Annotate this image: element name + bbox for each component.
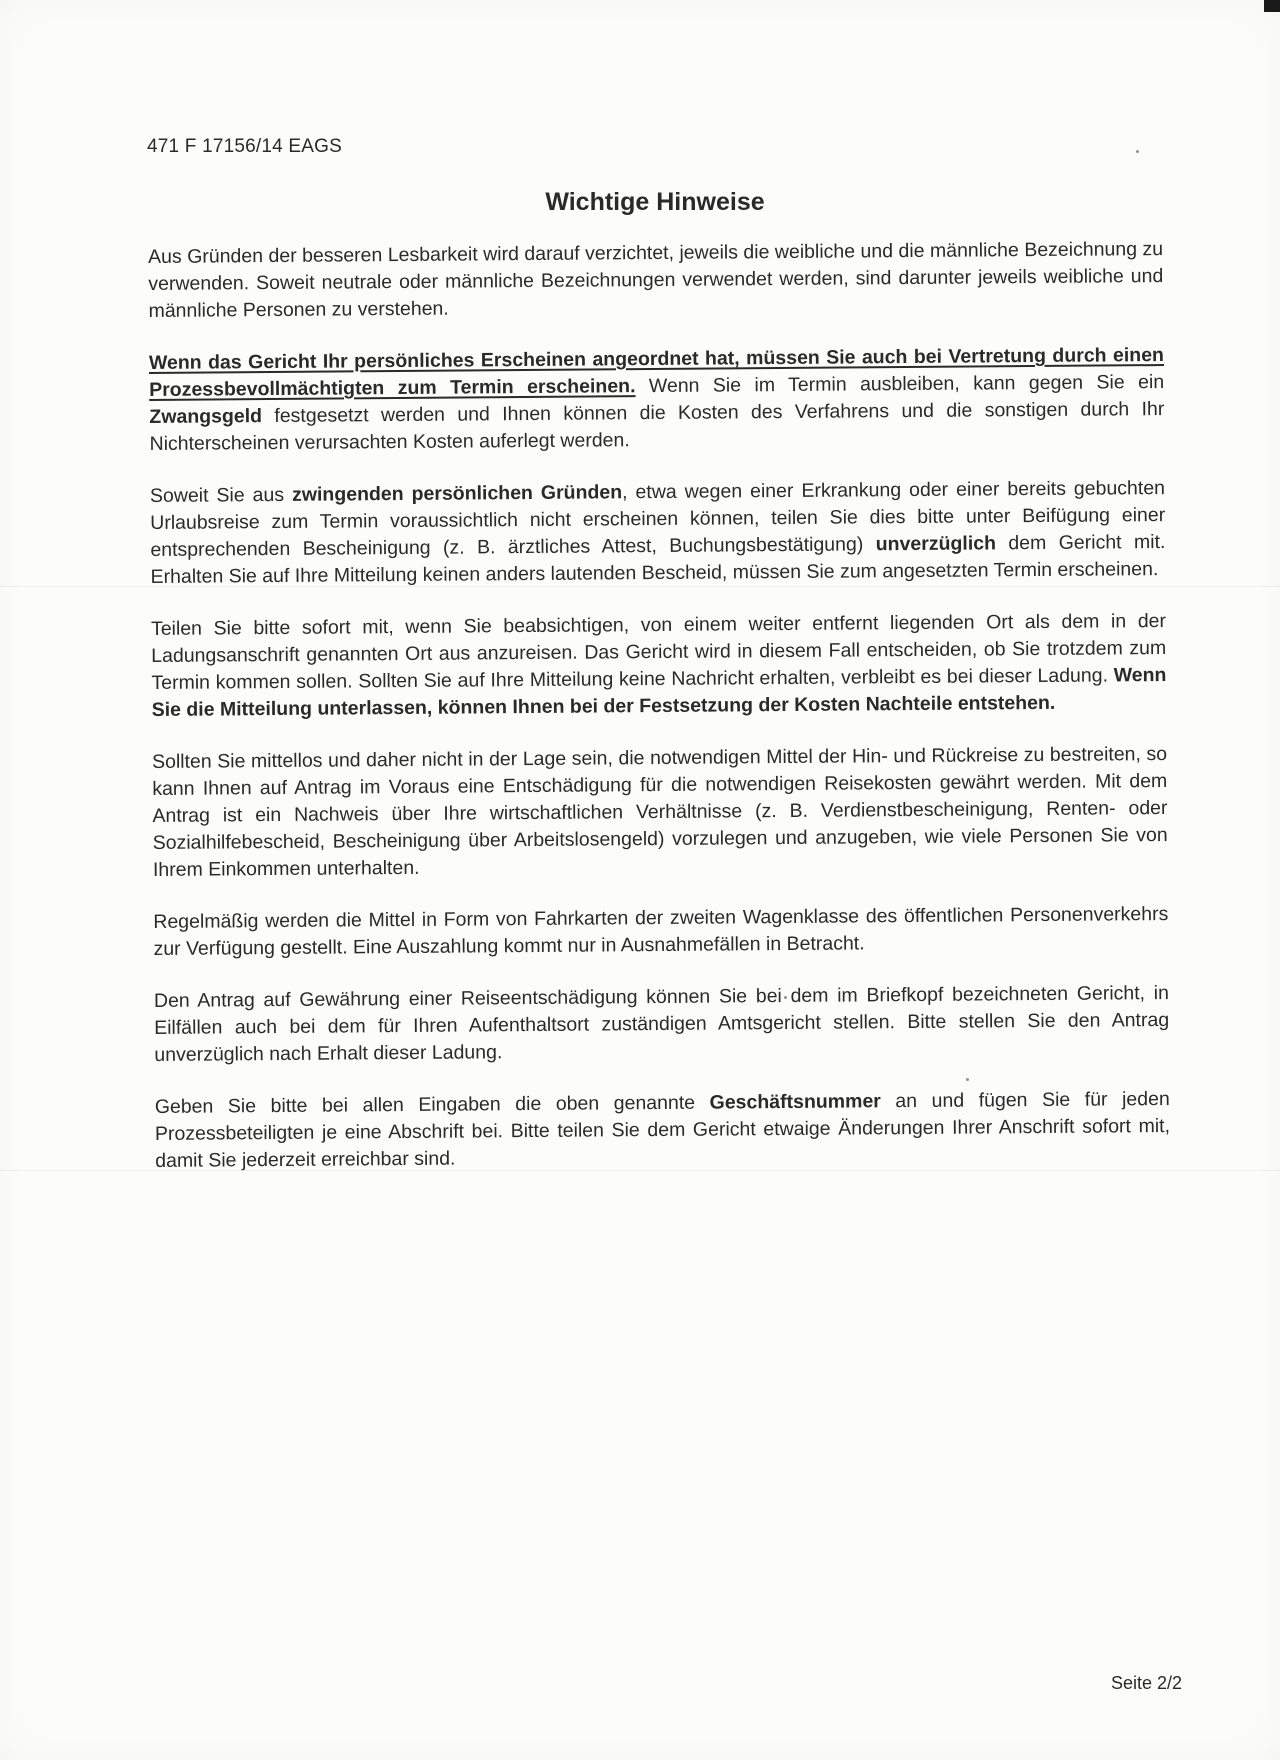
- paragraph-text: festgesetzt werden und Ihnen können die Kosten des Verfahrens und die sonstigen durch Ihr Nichterscheinen verursachten Kosten auferlegt werden.: [149, 398, 1165, 455]
- paragraph-application: Den Antrag auf Gewährung einer Reiseentschädigung können Sie bei dem im Briefkopf bezeichneten Gericht, in Eilfällen auch bei dem für Ihren Aufenthaltsort zuständigen Amtsgericht stellen. Bitte stellen Sie den Antrag unverzüglich nach Erhalt dieser Ladung.: [153, 982, 1170, 1066]
- bold-term: Zwangsgeld: [149, 405, 263, 428]
- bold-warning: Wenn Sie die Mitteilung unterlassen, können Ihnen bei der Festsetzung der Kosten Nachteile entstehen.: [151, 664, 1167, 721]
- scan-edge-mark: [1264, 0, 1280, 12]
- page-number: Seite 2/2: [1110, 1673, 1182, 1693]
- paragraph-personal-appearance: [149, 342, 1165, 458]
- paragraph-text: dem Gericht mit. Erhalten Sie auf Ihre Mitteilung keinen anders lautenden Bescheid, müssen Sie zum angesetzten Termin erscheinen.: [150, 531, 1166, 588]
- bold-term: unverzüglich: [875, 532, 997, 556]
- document-title: Wichtige Hinweise: [545, 188, 765, 216]
- case-number: 471 F 17156/14 EAGS: [147, 136, 342, 157]
- scan-speck: [1136, 150, 1139, 153]
- bold-term: zwingenden persönlichen Gründen: [291, 481, 623, 506]
- paragraph-text: Teilen Sie bitte sofort mit, wenn Sie beabsichtigen, von einem weiter entfernt liegenden Ort als dem in der Ladungsanschrift genannten Ort aus anzureisen. Das Gericht wird in diesem Fall entscheiden, ob Sie trotzdem zum Termin kommen sollen. Sollten Sie auf Ihre Mitteilung keine Nachricht erhalten, verbleibt es bei dieser Ladung.: [150, 610, 1167, 694]
- paragraph-text: an und fügen Sie für jeden Prozessbeteiligten je eine Abschrift bei. Bitte teilen Sie dem Gericht etwaige Änderungen Ihrer Anschrift sofort mit, damit Sie jederzeit erreichbar sind.: [154, 1088, 1171, 1172]
- paragraph-travel-location: [151, 608, 1167, 724]
- paragraph-naming-note: Aus Gründen der besseren Lesbarkeit wird darauf verzichtet, jeweils die weibliche und die männliche Bezeichnung zu verwenden. Soweit neutrale oder männliche Bezeichnungen verwendet werden, sind darunter jeweils weibliche und männliche Personen zu verstehen.: [148, 238, 1164, 322]
- paragraph-text: , etwa wegen einer Erkrankung oder einer bereits gebuchten Urlaubsreise zum Termin voraussichtlich nicht erscheinen können, teilen Sie dies bitte unter Beifügung einer entsprechenden Bescheinigung (z. B. ärztliches Attest, Buchungsbestätigung): [150, 477, 1166, 561]
- document-body: [148, 236, 1170, 1200]
- paragraph-text: Geben Sie bitte bei allen Eingaben die oben genannte: [154, 1091, 710, 1118]
- underlined-notice: Wenn das Gericht Ihr persönliches Erscheinen angeordnet hat, müssen Sie auch bei Vertretung durch einen Prozessbevollmächtigten zum Termin erscheinen.: [148, 344, 1164, 401]
- paragraph-personal-reasons: [150, 475, 1166, 591]
- bold-term: Geschäftsnummer: [709, 1090, 881, 1114]
- paragraph-case-number-note: [155, 1086, 1171, 1175]
- paragraph-text: Wenn Sie im Termin ausbleiben, kann gegen Sie ein: [635, 371, 1165, 398]
- paragraph-text: Soweit Sie aus: [149, 483, 293, 507]
- paragraph-travel-compensation: Sollten Sie mittellos und daher nicht in der Lage sein, die notwendigen Mittel der Hin- und Rückreise zu bestreiten, so kann Ihnen auf Antrag im Voraus eine Entschädigung für die notwendigen Reisekosten gewährt werden. Mit dem Antrag ist ein Nachweis über Ihre wirtschaftlichen Verhältnisse (z. B. Verdienstbescheinigung, Renten- oder Sozialhilfebescheid, Bescheinigung über Arbeitslosengeld) vorzulegen und anzugeben, wie viele Personen Sie von Ihrem Einkommen unterhalten.: [151, 743, 1168, 881]
- paragraph-tickets: Regelmäßig werden die Mittel in Form von Fahrkarten der zweiten Wagenklasse des öffentlichen Personenverkehrs zur Verfügung gestellt. Eine Auszahlung kommt nur in Ausnahmefällen in Betracht.: [153, 903, 1169, 960]
